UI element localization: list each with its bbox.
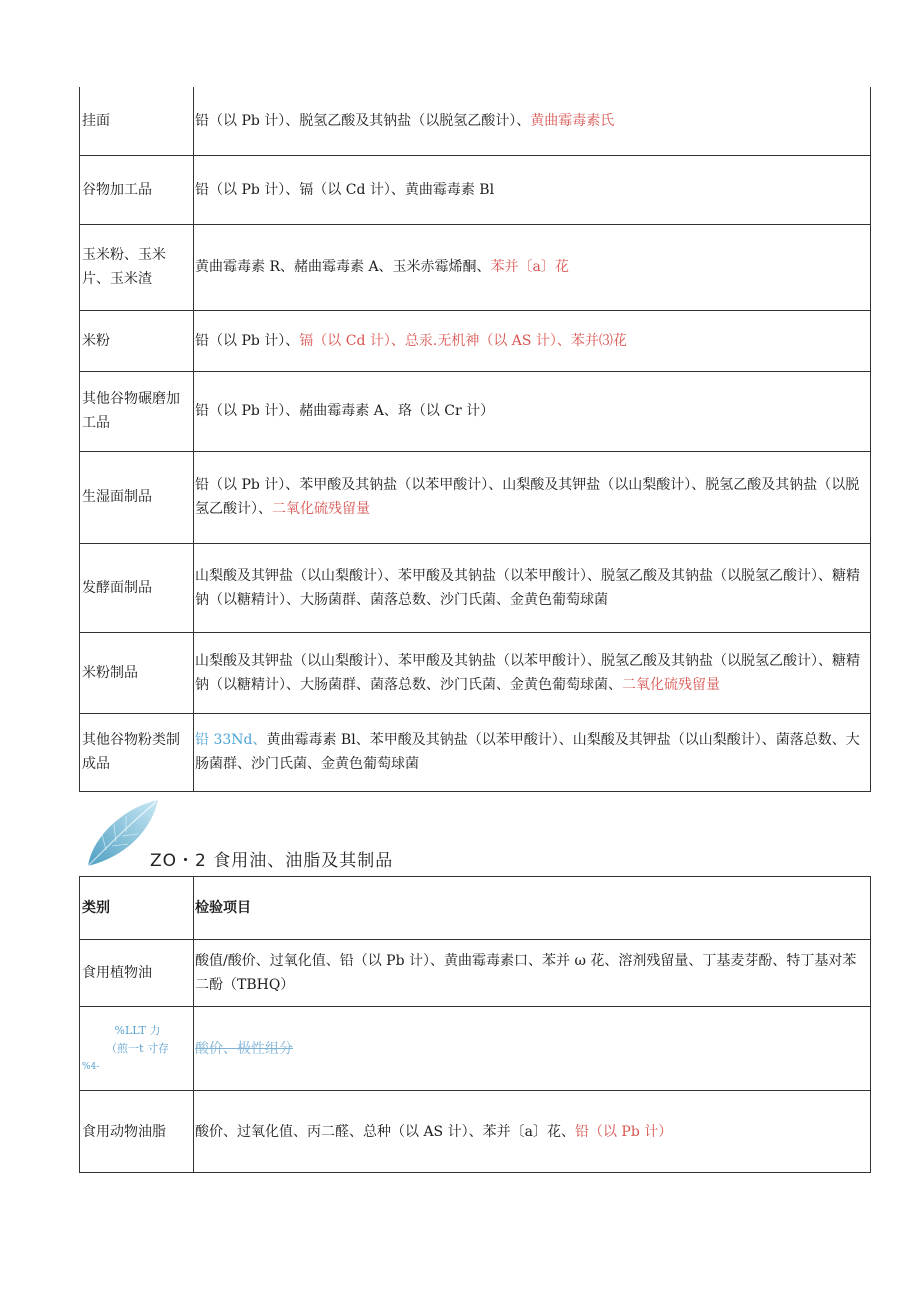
item-text: 酸值/酸价、过氧化值、铅（以 Pb 计）、黄曲霉毒素口、苯并 ω 花、溶剂残留量、丁基麦芽酚、特丁基对苯二酚（TBHQ） (195, 953, 857, 993)
items-cell (194, 371, 871, 451)
food-category-table-2 (79, 876, 871, 1173)
food-category-table-1 (79, 87, 871, 792)
table-row (80, 940, 871, 1007)
category-cell: 米粉 (80, 310, 194, 371)
category-cell: 谷物加工品 (80, 155, 194, 224)
table-row (80, 155, 871, 224)
table-row (80, 543, 871, 632)
category-cell: 其他谷物粉类制成品 (80, 713, 194, 791)
header-items: 检验项目 (194, 877, 871, 940)
item-text: 酸价、极性组分 (195, 1040, 293, 1057)
item-text: 铅（以 Pb 计）、脱氢乙酸及其钠盐（以脱氢乙酸计）、 (195, 112, 531, 129)
item-text: 铅 33Nd、 (195, 732, 267, 748)
items-cell (194, 451, 871, 543)
item-text: 山梨酸及其钾盐（以山梨酸计）、苯甲酸及其钠盐（以苯甲酸计）、脱氢乙酸及其钠盐（以脱氢乙酸计）、糖精钠（以糖精计）、大肠菌群、菌落总数、沙门氏菌、金黄色葡萄球菌 (195, 567, 860, 608)
item-text: 黄曲霉毒素 Bl、苯甲酸及其钠盐（以苯甲酸计）、山梨酸及其钾盐（以山梨酸计）、菌落总数、大肠菌群、沙门氏菌、金黄色葡萄球菌 (195, 732, 860, 772)
category-cell: 挂面 (80, 87, 194, 155)
item-text: 铅（以 Pb 计）、 (195, 332, 300, 349)
item-text: 镉（以 Cd 计）、总汞.无机神（以 AS 计）、苯并⑶花 (299, 332, 627, 349)
items-cell (194, 87, 871, 155)
table-header-row (80, 877, 871, 940)
table-row (80, 371, 871, 451)
table-row (80, 451, 871, 543)
category-cell: 玉米粉、玉米片、玉米渣 (80, 224, 194, 310)
item-text: 黄曲霉毒素 R、赭曲霉毒素 A、玉米赤霉烯酮、 (195, 259, 491, 275)
items-cell (194, 1007, 871, 1091)
item-text: 铅（以 Pb 计）、苯甲酸及其钠盐（以苯甲酸计）、山梨酸及其钾盐（以山梨酸计）、脱氢乙酸及其钠盐（以脱氢乙酸计）、 (195, 477, 860, 517)
category-line: %LLT 力 (114, 1023, 161, 1037)
category-cell: 生湿面制品 (80, 451, 194, 543)
items-cell (194, 310, 871, 371)
table-row (80, 1007, 871, 1091)
category-cell: 米粉制品 (80, 632, 194, 713)
section-title: ZO・2 食用油、油脂及其制品 (150, 851, 394, 871)
item-text: 铅（以 Pb 计）、镉（以 Cd 计）、黄曲霉毒素 Bl (195, 181, 495, 198)
table-row (80, 224, 871, 310)
item-text: 黄曲霉毒素氏 (530, 112, 615, 129)
items-cell (194, 940, 871, 1007)
items-cell (194, 543, 871, 632)
category-cell: 其他谷物碾磨加工品 (80, 371, 194, 451)
items-cell (194, 632, 871, 713)
table-row (80, 713, 871, 791)
category-cell: 食用动物油脂 (80, 1091, 194, 1173)
item-text: 酸价、过氧化值、丙二醛、总种（以 AS 计）、苯并〔a〕花、 (195, 1123, 575, 1140)
item-text: 铅（以 Pb 计）、赭曲霉毒素 A、珞（以 Cr 计） (195, 403, 495, 419)
item-text: 二氧化硫残留量 (272, 501, 370, 517)
category-cell (80, 1007, 194, 1091)
items-cell (194, 224, 871, 310)
category-cell: 食用植物油 (80, 940, 194, 1007)
item-text: 山梨酸及其钾盐（以山梨酸计）、苯甲酸及其钠盐（以苯甲酸计）、脱氢乙酸及其钠盐（以脱氢乙酸计）、糖精钠（以糖精计）、大肠菌群、菌落总数、沙门氏菌、金黄色葡萄球菌、 (195, 652, 860, 693)
items-cell (194, 155, 871, 224)
table-row (80, 1091, 871, 1173)
category-cell: 发酵面制品 (80, 543, 194, 632)
items-cell (194, 713, 871, 791)
item-text: 苯并〔a〕花 (490, 259, 569, 275)
category-line: （煎一t 寸存 (106, 1041, 169, 1055)
items-cell (194, 1091, 871, 1173)
item-text: 铅（以 Pb 计） (574, 1123, 673, 1140)
header-category: 类别 (80, 877, 194, 940)
category-line: %4- (82, 1061, 100, 1072)
table-row (80, 310, 871, 371)
table-row (80, 632, 871, 713)
item-text: 二氧化硫残留量 (622, 676, 720, 693)
table-row (80, 87, 871, 155)
